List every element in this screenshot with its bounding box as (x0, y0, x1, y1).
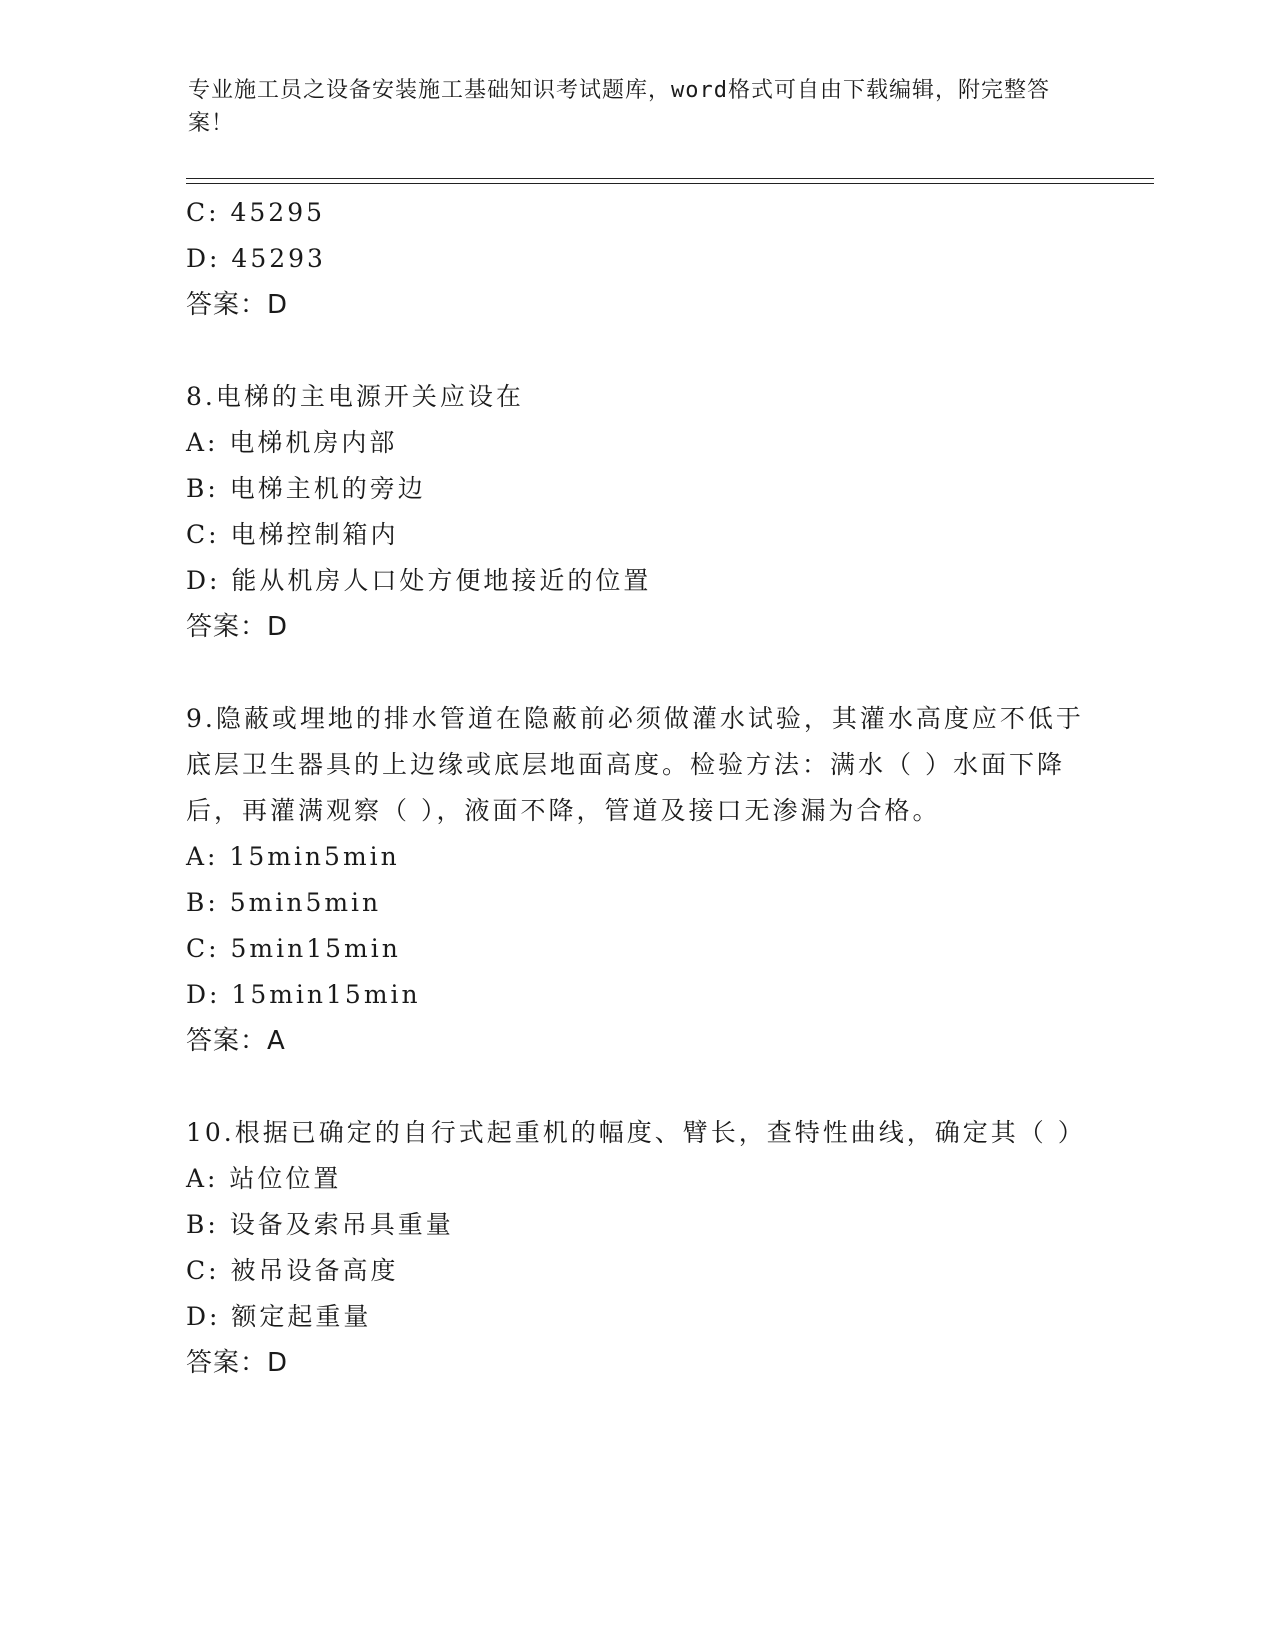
answer-line: 答案：D (186, 1348, 289, 1378)
option-c: C: 被吊设备高度 (186, 1256, 399, 1285)
question-stem: 8.电梯的主电源开关应设在 (186, 382, 524, 411)
previous-question-tail (186, 190, 1086, 328)
option-a: A: 站位位置 (186, 1164, 342, 1193)
question-gap (186, 328, 1086, 374)
answer-line: 答案：D (186, 612, 289, 642)
option-a: A: 15min5min (186, 842, 400, 871)
option-d: D: 能从机房人口处方便地接近的位置 (186, 566, 652, 595)
option-d: D: 15min15min (186, 980, 421, 1009)
option-b: B: 5min5min (186, 888, 382, 917)
document-header: 专业施工员之设备安装施工基础知识考试题库，word格式可自由下载编辑，附完整答案！ (188, 78, 1050, 136)
option-c: C: 5min15min (186, 934, 401, 963)
answer-line: 答案：D (186, 290, 289, 320)
option-b: B: 设备及索吊具重量 (186, 1210, 454, 1239)
question-stem: 9.隐蔽或埋地的排水管道在隐蔽前必须做灌水试验，其灌水高度应不低于底层卫生器具的上边缘或底层地面高度。检验方法：满水（ ）水面下降后，再灌满观察（ ），液面不降，管道及接口无渗漏为合格。 (186, 704, 1084, 825)
option-b: B: 电梯主机的旁边 (186, 474, 426, 503)
question-10 (186, 1110, 1086, 1386)
question-9 (186, 696, 1086, 1064)
question-gap (186, 650, 1086, 696)
question-8 (186, 374, 1086, 650)
option-d: D: 额定起重量 (186, 1302, 372, 1331)
question-list (186, 190, 1086, 1386)
question-stem: 10.根据已确定的自行式起重机的幅度、臂长，查特性曲线，确定其（ ） (186, 1118, 1086, 1147)
option-c: C: 45295 (186, 198, 326, 227)
option-a: A: 电梯机房内部 (186, 428, 398, 457)
option-d: D: 45293 (186, 244, 326, 273)
header-divider-bottom (186, 183, 1154, 184)
answer-line: 答案：A (186, 1026, 286, 1056)
option-c: C: 电梯控制箱内 (186, 520, 399, 549)
header-divider-top (186, 178, 1154, 179)
question-gap (186, 1064, 1086, 1110)
